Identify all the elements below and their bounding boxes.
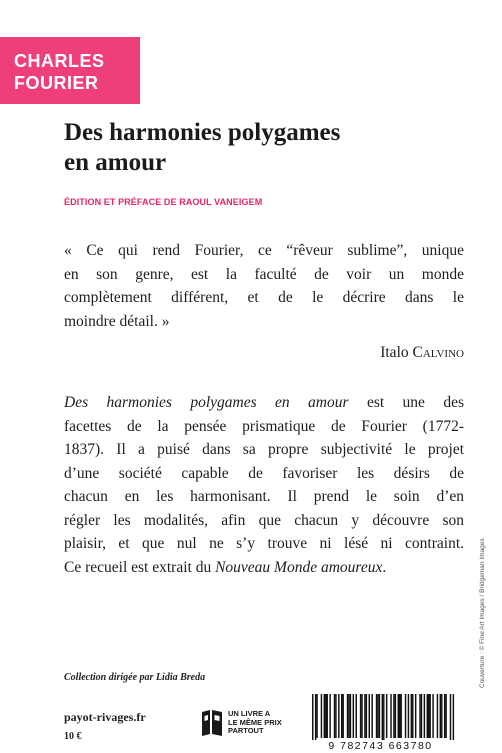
description-text: est une des bbox=[348, 394, 464, 411]
barcode-bar bbox=[382, 694, 383, 742]
publisher-website: payot-rivages.fr bbox=[64, 710, 146, 724]
barcode-bar bbox=[453, 694, 454, 742]
quote-line: moindre détail. » bbox=[64, 312, 170, 330]
author-first-name: CHARLES bbox=[14, 51, 105, 71]
author-last-name: FOURIER bbox=[14, 73, 99, 93]
barcode-bar bbox=[376, 694, 377, 738]
barcode-bar bbox=[361, 694, 362, 738]
barcode-bar bbox=[321, 694, 322, 738]
title-line-2: en amour bbox=[64, 149, 167, 176]
barcode-bar bbox=[399, 694, 400, 738]
barcode-bar bbox=[338, 694, 339, 738]
barcode-bar bbox=[342, 694, 343, 738]
description-line: plaisir, et que nul ne s’y trouve ni lésé ni contraint. bbox=[64, 535, 464, 552]
barcode-bar bbox=[364, 694, 365, 738]
barcode-bar bbox=[419, 694, 420, 738]
description-line bbox=[64, 391, 464, 415]
quote-author-last: Calvino bbox=[412, 344, 464, 361]
barcode-bar bbox=[390, 694, 391, 738]
barcode-bar bbox=[405, 694, 406, 738]
prix-unique-text bbox=[228, 710, 282, 736]
book-title bbox=[64, 118, 484, 178]
barcode-bar bbox=[415, 694, 416, 738]
barcode-bar bbox=[341, 694, 342, 738]
description-line: 1837). Il a puisé dans sa propre subjectivité le projet bbox=[64, 441, 464, 458]
barcode-bar bbox=[350, 694, 351, 738]
barcode-bar bbox=[441, 694, 442, 738]
quote-line: complètement différent, et de le décrire dans le bbox=[64, 289, 464, 306]
barcode-bar bbox=[369, 694, 370, 738]
description-line bbox=[64, 556, 464, 580]
barcode-bar bbox=[316, 694, 317, 738]
collection-credit: Collection dirigée par Lidia Breda bbox=[64, 672, 206, 683]
edition-credit: ÉDITION ET PRÉFACE DE RAOUL VANEIGEM bbox=[64, 197, 263, 207]
prix-unique-logo bbox=[200, 707, 282, 739]
barcode-bar bbox=[412, 694, 413, 738]
description-text: Ce recueil est extrait du bbox=[64, 558, 216, 576]
prix-line: UN LIVRE A bbox=[228, 709, 271, 719]
blurb-quote bbox=[64, 239, 464, 333]
barcode-bar bbox=[444, 694, 445, 738]
barcode-bar bbox=[360, 694, 361, 738]
isbn-number: 9 782743 663780 bbox=[294, 740, 467, 752]
barcode-bar bbox=[348, 694, 349, 738]
description-line: chacun en les harmonisant. Il prend le soin d’en bbox=[64, 488, 464, 505]
barcode-bar bbox=[356, 694, 357, 738]
barcode-bar bbox=[353, 694, 354, 738]
barcode-bar bbox=[429, 694, 430, 738]
barcode-bar bbox=[377, 694, 378, 738]
cover-image-credit: Couverture : © Fine Art Images / Bridgeman Images bbox=[479, 538, 486, 688]
barcode-bar bbox=[315, 694, 316, 742]
quote-author-first: Italo bbox=[380, 344, 409, 361]
barcode-bar bbox=[324, 694, 325, 738]
prix-line: LE MÊME PRIX bbox=[228, 717, 282, 727]
description-line: facettes de la pensée prismatique de Fourier (1772- bbox=[64, 417, 464, 435]
barcode-bar bbox=[371, 694, 372, 738]
quote-attribution bbox=[380, 343, 464, 363]
barcode-bar bbox=[400, 694, 401, 738]
barcode-bar bbox=[325, 694, 326, 738]
barcode-bar bbox=[395, 694, 396, 738]
barcode-bar bbox=[408, 694, 409, 738]
source-title-italic: Nouveau Monde amoureux bbox=[215, 558, 383, 576]
barcode-bar bbox=[312, 694, 313, 742]
barcode-bar bbox=[329, 694, 330, 738]
price: 10 € bbox=[64, 731, 82, 742]
barcode-bar bbox=[427, 694, 428, 738]
quote-line: « Ce qui rend Fourier, ce “rêveur sublime”, unique bbox=[64, 242, 464, 259]
barcode-bar bbox=[428, 694, 429, 738]
barcode-bar bbox=[440, 694, 441, 738]
barcode-bar bbox=[334, 694, 335, 738]
book-price-icon bbox=[200, 708, 224, 738]
description-text: . bbox=[382, 558, 387, 576]
barcode-bar bbox=[424, 694, 425, 738]
barcode-bars bbox=[294, 692, 467, 742]
author-band bbox=[0, 37, 140, 104]
barcode-bar bbox=[450, 694, 451, 742]
barcode-bar bbox=[383, 694, 384, 742]
barcode-bar bbox=[411, 694, 412, 738]
prix-line: PARTOUT bbox=[228, 726, 264, 736]
isbn-barcode bbox=[294, 692, 467, 750]
book-title-italic: Des harmonies polygames en amour bbox=[64, 394, 349, 411]
barcode-bar bbox=[335, 694, 336, 738]
barcode-bar bbox=[386, 694, 387, 738]
barcode-bar bbox=[393, 694, 394, 738]
description-line: régler les modalités, afin que chacun y découvre son bbox=[64, 511, 464, 529]
description-line: d’une société capable de favoriser les désirs de bbox=[64, 464, 464, 482]
barcode-bar bbox=[347, 694, 348, 738]
barcode-bar bbox=[445, 694, 446, 738]
description bbox=[64, 391, 464, 579]
barcode-bar bbox=[379, 694, 380, 738]
barcode-bar bbox=[366, 694, 367, 738]
barcode-bar bbox=[327, 694, 328, 738]
barcode-bar bbox=[398, 694, 399, 738]
quote-line: en son genre, est la faculté de voir un monde bbox=[64, 265, 464, 283]
barcode-bar bbox=[421, 694, 422, 738]
title-line-1: Des harmonies polygames bbox=[64, 119, 341, 146]
barcode-bar bbox=[432, 694, 433, 738]
barcode-bar bbox=[437, 694, 438, 738]
